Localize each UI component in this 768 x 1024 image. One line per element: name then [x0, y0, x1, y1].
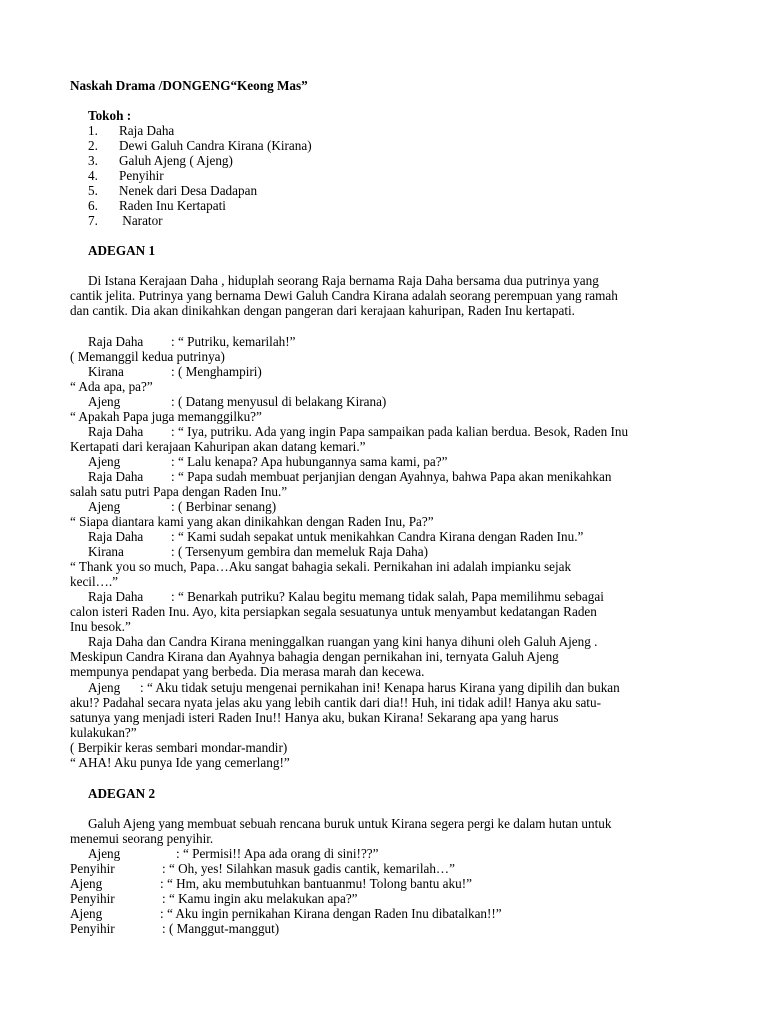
dialogue-line: calon isteri Raden Inu. Ayo, kita persiapkan segala sesuatunya untuk menyambut kedatangan Raden	[70, 604, 597, 619]
dialogue-speaker: Penyihir	[70, 921, 115, 936]
list-number: 4.	[88, 168, 98, 183]
dialogue-speaker: Ajeng	[88, 680, 121, 695]
dialogue-text: : ( Berbinar senang)	[171, 499, 277, 514]
list-number: 5.	[88, 183, 98, 198]
dialogue-speaker: Raja Daha	[88, 589, 144, 604]
narration-line: Galuh Ajeng yang membuat sebuah rencana buruk untuk Kirana segera pergi ke dalam hutan untuk	[88, 816, 612, 831]
dialogue-text: : ( Menghampiri)	[171, 364, 262, 379]
narration-line: Di Istana Kerajaan Daha , hiduplah seorang Raja bernama Raja Daha bersama dua putrinya yang	[88, 273, 599, 288]
dialogue-text: : “ Papa sudah membuat perjanjian dengan Ayahnya, bahwa Papa akan menikahkan	[171, 469, 612, 484]
dialogue-line: kulakukan?”	[70, 725, 137, 740]
dialogue-text: : ( Tersenyum gembira dan memeluk Raja Daha)	[171, 544, 429, 559]
narration-line: dan cantik. Dia akan dinikahkan dengan pangeran dari kerajaan kahuripan, Raden Inu kertapati.	[70, 303, 575, 318]
dialogue-speaker: Ajeng	[70, 906, 103, 921]
dialogue-line: “ Siapa diantara kami yang akan dinikahkan dengan Raden Inu, Pa?”	[70, 514, 434, 529]
stage-direction: ( Berpikir keras sembari mondar-mandir)	[70, 740, 288, 755]
narration-line: cantik jelita. Putrinya yang bernama Dewi Galuh Candra Kirana adalah seorang perempuan yang ramah	[70, 288, 618, 303]
list-item: Raden Inu Kertapati	[119, 198, 226, 213]
dialogue-line: kecil….”	[70, 574, 118, 589]
dialogue-speaker: Penyihir	[70, 891, 115, 906]
dialogue-speaker: Ajeng	[88, 394, 121, 409]
document-title: Naskah Drama /DONGENG“Keong Mas”	[70, 78, 308, 93]
dialogue-speaker: Raja Daha	[88, 469, 144, 484]
dialogue-line: “ AHA! Aku punya Ide yang cemerlang!”	[70, 755, 290, 770]
list-item: Raja Daha	[119, 123, 175, 138]
dialogue-speaker: Ajeng	[88, 499, 121, 514]
list-number: 7.	[88, 213, 98, 228]
dialogue-line: “ Ada apa, pa?”	[70, 379, 153, 394]
dialogue-speaker: Raja Daha	[88, 529, 144, 544]
dialogue-text: : “ Hm, aku membutuhkan bantuanmu! Tolong bantu aku!”	[160, 876, 472, 891]
dialogue-line: Inu besok.”	[70, 619, 131, 634]
list-number: 2.	[88, 138, 98, 153]
dialogue-text: : “ Benarkah putriku? Kalau begitu memang tidak salah, Papa memilihmu sebagai	[171, 589, 604, 604]
dialogue-line: Kertapati dari kerajaan Kahuripan akan datang kemari.”	[70, 439, 366, 454]
dialogue-speaker: Penyihir	[70, 861, 115, 876]
narration-line: Raja Daha dan Candra Kirana meninggalkan ruangan yang kini hanya dihuni oleh Galuh Ajeng .	[88, 634, 598, 649]
dialogue-text: : “ Kami sudah sepakat untuk menikahkan Candra Kirana dengan Raden Inu.”	[171, 529, 584, 544]
dialogue-text: : “ Iya, putriku. Ada yang ingin Papa sampaikan pada kalian berdua. Besok, Raden Inu	[171, 424, 629, 439]
dialogue-line: satunya yang menjadi isteri Raden Inu!! Hanya aku, bukan Kirana! Sekarang apa yang harus	[70, 710, 559, 725]
dialogue-text: : “ Aku ingin pernikahan Kirana dengan Raden Inu dibatalkan!!”	[160, 906, 502, 921]
list-number: 3.	[88, 153, 98, 168]
narration-line: Meskipun Candra Kirana dan Ayahnya bahagia dengan pernikahan ini, ternyata Galuh Ajeng	[70, 649, 559, 664]
dialogue-text: : “ Putriku, kemarilah!”	[171, 334, 296, 349]
dialogue-text: : “ Permisi!! Apa ada orang di sini!??”	[176, 846, 379, 861]
narration-line: mempunya pendapat yang berbeda. Dia merasa marah dan kecewa.	[70, 664, 425, 679]
list-number: 1.	[88, 123, 98, 138]
dialogue-text: : ( Manggut-manggut)	[162, 921, 280, 936]
dialogue-line: “ Thank you so much, Papa…Aku sangat bahagia sekali. Pernikahan ini adalah impianku sejak	[70, 559, 572, 574]
dialogue-speaker: Raja Daha	[88, 334, 144, 349]
dialogue-speaker: Ajeng	[70, 876, 103, 891]
tokoh-heading: Tokoh :	[88, 108, 132, 123]
dialogue-speaker: Ajeng	[88, 846, 121, 861]
dialogue-text: : ( Datang menyusul di belakang Kirana)	[171, 394, 387, 409]
dialogue-text: : “ Lalu kenapa? Apa hubungannya sama kami, pa?”	[171, 454, 448, 469]
dialogue-line: salah satu putri Papa dengan Raden Inu.”	[70, 484, 288, 499]
narration-line: menemui seorang penyihir.	[70, 831, 214, 846]
dialogue-line: aku!? Padahal secara nyata jelas aku yang lebih cantik dari dia!! Huh, ini tidak adil! Hanya aku satu-	[70, 695, 601, 710]
list-number: 6.	[88, 198, 98, 213]
list-item: Dewi Galuh Candra Kirana (Kirana)	[119, 138, 312, 153]
list-item: Galuh Ajeng ( Ajeng)	[119, 153, 233, 168]
dialogue-speaker: Kirana	[88, 364, 124, 379]
dialogue-speaker: Raja Daha	[88, 424, 144, 439]
list-item: Nenek dari Desa Dadapan	[119, 183, 258, 198]
dialogue-speaker: Ajeng	[88, 454, 121, 469]
adegan-2-heading: ADEGAN 2	[88, 786, 156, 801]
adegan-1-heading: ADEGAN 1	[88, 243, 156, 258]
dialogue-line: “ Apakah Papa juga memanggilku?”	[70, 409, 262, 424]
dialogue-text: : “ Kamu ingin aku melakukan apa?”	[162, 891, 358, 906]
list-item: Narator	[119, 213, 163, 228]
stage-direction: ( Memanggil kedua putrinya)	[70, 349, 225, 364]
dialogue-text: : “ Aku tidak setuju mengenai pernikahan ini! Kenapa harus Kirana yang dipilih dan bukan	[140, 680, 620, 695]
dialogue-speaker: Kirana	[88, 544, 124, 559]
dialogue-text: : “ Oh, yes! Silahkan masuk gadis cantik, kemarilah…”	[162, 861, 455, 876]
list-item: Penyihir	[119, 168, 164, 183]
